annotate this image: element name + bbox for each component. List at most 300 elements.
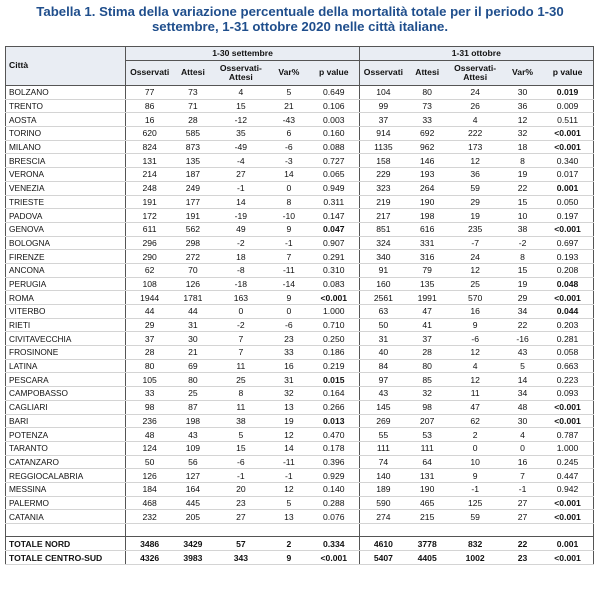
cell-oct-var: 12 — [503, 113, 542, 127]
cell-sep-pvalue: 0.047 — [309, 222, 359, 236]
cell-sep-osservati: 172 — [126, 209, 173, 223]
cell-sep-osservati: 124 — [126, 441, 173, 455]
table-row — [6, 127, 594, 141]
cell-city: TOTALE NORD — [6, 537, 126, 551]
cell-sep-osservati: 191 — [126, 195, 173, 209]
table-row — [6, 482, 594, 496]
cell-sep-var: -6 — [269, 318, 309, 332]
cell-sep-pvalue: 0.710 — [309, 318, 359, 332]
table-row — [6, 428, 594, 442]
cell-sep-osservati: 611 — [126, 222, 173, 236]
header-city: Città — [6, 47, 126, 86]
cell-sep-osservati: 3486 — [126, 537, 173, 551]
cell-oct-pvalue: <0.001 — [542, 496, 593, 510]
cell-oct-pvalue: 0.001 — [542, 537, 593, 551]
cell-sep-pvalue: 0.396 — [309, 455, 359, 469]
cell-oct-osservati: 37 — [359, 113, 407, 127]
cell-oct-attesi: 73 — [407, 99, 447, 113]
header-col-var: Var% — [503, 61, 542, 86]
cell-sep-oss-attesi: -1 — [213, 469, 269, 483]
cell-sep-var: -1 — [269, 236, 309, 250]
cell-sep-osservati: 236 — [126, 414, 173, 428]
cell-oct-attesi: 146 — [407, 154, 447, 168]
cell-oct-var: 38 — [503, 222, 542, 236]
cell-sep-attesi: 28 — [173, 113, 213, 127]
cell-oct-attesi: 692 — [407, 127, 447, 141]
cell-sep-pvalue: <0.001 — [309, 291, 359, 305]
table-row — [6, 154, 594, 168]
cell-sep-oss-attesi: 7 — [213, 346, 269, 360]
cell-oct-var: 32 — [503, 127, 542, 141]
table-row — [6, 140, 594, 154]
table-row — [6, 373, 594, 387]
cell-sep-oss-attesi: -49 — [213, 140, 269, 154]
table-row — [6, 222, 594, 236]
cell-sep-attesi: 298 — [173, 236, 213, 250]
cell-oct-var: 5 — [503, 359, 542, 373]
mortality-table — [5, 46, 594, 565]
table-row — [6, 510, 594, 524]
cell-sep-var: -3 — [269, 154, 309, 168]
cell-oct-attesi: 215 — [407, 510, 447, 524]
cell-oct-attesi: 190 — [407, 482, 447, 496]
cell-sep-osservati: 468 — [126, 496, 173, 510]
table-row — [6, 250, 594, 264]
cell-oct-pvalue: 0.511 — [542, 113, 593, 127]
header-col-var: Var% — [269, 61, 309, 86]
cell-sep-attesi: 164 — [173, 482, 213, 496]
cell-sep-attesi: 873 — [173, 140, 213, 154]
cell-sep-var: 9 — [269, 551, 309, 565]
title-line-2: settembre, 1-31 ottobre 2020 nelle città italiane. — [151, 19, 449, 34]
cell-sep-var: 31 — [269, 373, 309, 387]
cell-sep-attesi: 3983 — [173, 551, 213, 565]
cell-sep-oss-attesi: 15 — [213, 441, 269, 455]
cell-oct-oss-attesi: 26 — [447, 99, 503, 113]
cell-city: FROSINONE — [6, 346, 126, 360]
cell-oct-pvalue: 0.048 — [542, 277, 593, 291]
cell-sep-var: -43 — [269, 113, 309, 127]
cell-sep-attesi: 127 — [173, 469, 213, 483]
cell-oct-attesi: 3778 — [407, 537, 447, 551]
cell-oct-osservati: 91 — [359, 263, 407, 277]
cell-sep-pvalue: 0.288 — [309, 496, 359, 510]
cell-sep-pvalue: 0.334 — [309, 537, 359, 551]
cell-oct-attesi: 207 — [407, 414, 447, 428]
cell-sep-attesi: 205 — [173, 510, 213, 524]
cell-oct-pvalue: 0.942 — [542, 482, 593, 496]
cell-sep-pvalue: 0.088 — [309, 140, 359, 154]
table-row — [6, 318, 594, 332]
cell-oct-pvalue: 0.203 — [542, 318, 593, 332]
cell-sep-oss-attesi: 23 — [213, 496, 269, 510]
cell-oct-attesi: 32 — [407, 387, 447, 401]
cell-sep-osservati: 824 — [126, 140, 173, 154]
spacer-row — [6, 524, 594, 537]
cell-sep-pvalue: 1.000 — [309, 305, 359, 319]
cell-oct-pvalue: 0.208 — [542, 263, 593, 277]
cell-oct-var: 18 — [503, 140, 542, 154]
cell-oct-pvalue: 0.245 — [542, 455, 593, 469]
cell-sep-attesi: 585 — [173, 127, 213, 141]
cell-oct-oss-attesi: 4 — [447, 359, 503, 373]
cell-sep-var: 23 — [269, 332, 309, 346]
cell-sep-attesi: 135 — [173, 154, 213, 168]
cell-sep-var: 33 — [269, 346, 309, 360]
cell-oct-oss-attesi: 173 — [447, 140, 503, 154]
cell-oct-osservati: 4610 — [359, 537, 407, 551]
cell-oct-osservati: 274 — [359, 510, 407, 524]
cell-oct-var: 34 — [503, 305, 542, 319]
table-row — [6, 332, 594, 346]
cell-sep-oss-attesi: 57 — [213, 537, 269, 551]
cell-sep-oss-attesi: 35 — [213, 127, 269, 141]
cell-oct-osservati: 40 — [359, 346, 407, 360]
cell-sep-pvalue: 0.727 — [309, 154, 359, 168]
cell-sep-oss-attesi: -1 — [213, 181, 269, 195]
cell-oct-osservati: 140 — [359, 469, 407, 483]
cell-city: PALERMO — [6, 496, 126, 510]
cell-oct-oss-attesi: 29 — [447, 195, 503, 209]
cell-sep-var: 8 — [269, 195, 309, 209]
cell-sep-attesi: 272 — [173, 250, 213, 264]
cell-sep-pvalue: 0.949 — [309, 181, 359, 195]
cell-sep-pvalue: 0.907 — [309, 236, 359, 250]
cell-oct-var: 27 — [503, 510, 542, 524]
cell-oct-osservati: 851 — [359, 222, 407, 236]
title-line-1: Tabella 1. Stima della variazione percentuale della mortalità totale per il periodo 1-30 — [36, 4, 564, 19]
cell-oct-oss-attesi: -1 — [447, 482, 503, 496]
table-row — [6, 291, 594, 305]
cell-sep-attesi: 249 — [173, 181, 213, 195]
cell-sep-var: 13 — [269, 400, 309, 414]
table-row — [6, 113, 594, 127]
cell-oct-var: 22 — [503, 537, 542, 551]
cell-sep-var: 14 — [269, 441, 309, 455]
cell-oct-var: 43 — [503, 346, 542, 360]
cell-city: TOTALE CENTRO-SUD — [6, 551, 126, 565]
cell-city: FIRENZE — [6, 250, 126, 264]
cell-sep-oss-attesi: 11 — [213, 400, 269, 414]
cell-oct-oss-attesi: 25 — [447, 277, 503, 291]
cell-oct-osservati: 55 — [359, 428, 407, 442]
cell-sep-attesi: 87 — [173, 400, 213, 414]
cell-sep-oss-attesi: 163 — [213, 291, 269, 305]
table-row — [6, 359, 594, 373]
table-row — [6, 455, 594, 469]
cell-oct-osservati: 43 — [359, 387, 407, 401]
table-row — [6, 441, 594, 455]
cell-sep-pvalue: 0.164 — [309, 387, 359, 401]
cell-city: CATANIA — [6, 510, 126, 524]
cell-oct-oss-attesi: 59 — [447, 510, 503, 524]
header-col-attesi: Attesi — [173, 61, 213, 86]
cell-city: BOLZANO — [6, 86, 126, 100]
cell-oct-attesi: 190 — [407, 195, 447, 209]
cell-city: TARANTO — [6, 441, 126, 455]
cell-oct-attesi: 98 — [407, 400, 447, 414]
cell-oct-var: 48 — [503, 400, 542, 414]
cell-oct-osservati: 158 — [359, 154, 407, 168]
header-col-pvalue: p value — [542, 61, 593, 86]
cell-sep-oss-attesi: 0 — [213, 305, 269, 319]
cell-city: CAGLIARI — [6, 400, 126, 414]
cell-sep-pvalue: 0.083 — [309, 277, 359, 291]
cell-sep-oss-attesi: 11 — [213, 359, 269, 373]
cell-sep-var: 9 — [269, 222, 309, 236]
cell-oct-osservati: 2561 — [359, 291, 407, 305]
cell-city: TORINO — [6, 127, 126, 141]
cell-oct-var: 27 — [503, 496, 542, 510]
cell-sep-oss-attesi: 343 — [213, 551, 269, 565]
cell-sep-var: 0 — [269, 305, 309, 319]
cell-oct-osservati: 145 — [359, 400, 407, 414]
cell-oct-oss-attesi: -6 — [447, 332, 503, 346]
table-row — [6, 346, 594, 360]
cell-sep-attesi: 445 — [173, 496, 213, 510]
cell-oct-oss-attesi: 832 — [447, 537, 503, 551]
header-col-osservati: Osservati — [126, 61, 173, 86]
cell-oct-pvalue: 0.017 — [542, 168, 593, 182]
cell-sep-osservati: 62 — [126, 263, 173, 277]
cell-oct-oss-attesi: 12 — [447, 346, 503, 360]
cell-sep-oss-attesi: -4 — [213, 154, 269, 168]
cell-sep-osservati: 126 — [126, 469, 173, 483]
cell-sep-osservati: 214 — [126, 168, 173, 182]
cell-sep-pvalue: 0.013 — [309, 414, 359, 428]
cell-oct-oss-attesi: 10 — [447, 455, 503, 469]
cell-oct-oss-attesi: -7 — [447, 236, 503, 250]
cell-sep-osservati: 296 — [126, 236, 173, 250]
cell-oct-osservati: 84 — [359, 359, 407, 373]
cell-oct-pvalue: <0.001 — [542, 414, 593, 428]
table-row — [6, 99, 594, 113]
cell-oct-var: 7 — [503, 469, 542, 483]
cell-sep-pvalue: 0.106 — [309, 99, 359, 113]
cell-sep-pvalue: 0.649 — [309, 86, 359, 100]
cell-oct-oss-attesi: 47 — [447, 400, 503, 414]
cell-oct-attesi: 47 — [407, 305, 447, 319]
cell-oct-var: 8 — [503, 250, 542, 264]
cell-oct-attesi: 80 — [407, 359, 447, 373]
cell-oct-oss-attesi: 16 — [447, 305, 503, 319]
cell-oct-osservati: 104 — [359, 86, 407, 100]
cell-oct-pvalue: 0.193 — [542, 250, 593, 264]
cell-oct-oss-attesi: 24 — [447, 86, 503, 100]
cell-sep-osservati: 131 — [126, 154, 173, 168]
cell-sep-attesi: 191 — [173, 209, 213, 223]
cell-sep-attesi: 21 — [173, 346, 213, 360]
cell-sep-var: 6 — [269, 127, 309, 141]
cell-oct-var: 34 — [503, 387, 542, 401]
cell-oct-oss-attesi: 9 — [447, 318, 503, 332]
cell-oct-osservati: 1135 — [359, 140, 407, 154]
cell-sep-attesi: 3429 — [173, 537, 213, 551]
cell-sep-var: 7 — [269, 250, 309, 264]
cell-oct-pvalue: <0.001 — [542, 291, 593, 305]
cell-sep-attesi: 187 — [173, 168, 213, 182]
header-col-oss-attesi: Osservati-Attesi — [213, 61, 269, 86]
cell-oct-osservati: 97 — [359, 373, 407, 387]
header-col-osservati: Osservati — [359, 61, 407, 86]
cell-oct-osservati: 111 — [359, 441, 407, 455]
cell-oct-var: 16 — [503, 455, 542, 469]
cell-sep-oss-attesi: 15 — [213, 99, 269, 113]
cell-sep-attesi: 126 — [173, 277, 213, 291]
cell-sep-var: 2 — [269, 537, 309, 551]
cell-city: PERUGIA — [6, 277, 126, 291]
cell-sep-pvalue: 0.929 — [309, 469, 359, 483]
cell-oct-oss-attesi: 2 — [447, 428, 503, 442]
cell-sep-oss-attesi: -6 — [213, 455, 269, 469]
cell-oct-osservati: 74 — [359, 455, 407, 469]
cell-sep-var: -10 — [269, 209, 309, 223]
table-row — [6, 168, 594, 182]
cell-oct-oss-attesi: 12 — [447, 154, 503, 168]
cell-oct-var: 30 — [503, 86, 542, 100]
cell-sep-attesi: 71 — [173, 99, 213, 113]
cell-oct-var: 15 — [503, 195, 542, 209]
cell-sep-oss-attesi: -18 — [213, 277, 269, 291]
cell-oct-pvalue: <0.001 — [542, 222, 593, 236]
cell-sep-oss-attesi: 14 — [213, 195, 269, 209]
cell-oct-pvalue: 0.697 — [542, 236, 593, 250]
cell-sep-osservati: 184 — [126, 482, 173, 496]
cell-city: ROMA — [6, 291, 126, 305]
cell-sep-attesi: 43 — [173, 428, 213, 442]
cell-sep-var: 13 — [269, 510, 309, 524]
cell-oct-oss-attesi: 1002 — [447, 551, 503, 565]
cell-sep-pvalue: 0.003 — [309, 113, 359, 127]
cell-sep-var: 12 — [269, 428, 309, 442]
cell-oct-pvalue: 0.093 — [542, 387, 593, 401]
cell-sep-oss-attesi: 5 — [213, 428, 269, 442]
cell-sep-var: -11 — [269, 455, 309, 469]
cell-sep-osservati: 48 — [126, 428, 173, 442]
cell-oct-osservati: 340 — [359, 250, 407, 264]
cell-sep-oss-attesi: -19 — [213, 209, 269, 223]
cell-oct-var: 15 — [503, 263, 542, 277]
cell-sep-oss-attesi: 38 — [213, 414, 269, 428]
cell-sep-var: -6 — [269, 140, 309, 154]
cell-oct-oss-attesi: 11 — [447, 387, 503, 401]
cell-oct-attesi: 37 — [407, 332, 447, 346]
cell-oct-pvalue: 0.001 — [542, 181, 593, 195]
header-period-october: 1-31 ottobre — [359, 47, 593, 61]
cell-oct-attesi: 80 — [407, 86, 447, 100]
cell-oct-oss-attesi: 570 — [447, 291, 503, 305]
cell-oct-pvalue: 0.044 — [542, 305, 593, 319]
cell-sep-oss-attesi: 4 — [213, 86, 269, 100]
cell-oct-pvalue: 0.197 — [542, 209, 593, 223]
cell-sep-osservati: 105 — [126, 373, 173, 387]
cell-city: CIVITAVECCHIA — [6, 332, 126, 346]
cell-sep-var: 19 — [269, 414, 309, 428]
cell-oct-pvalue: 0.281 — [542, 332, 593, 346]
cell-oct-oss-attesi: 0 — [447, 441, 503, 455]
cell-city: CATANZARO — [6, 455, 126, 469]
cell-oct-var: -1 — [503, 482, 542, 496]
cell-oct-var: 4 — [503, 428, 542, 442]
cell-oct-pvalue: <0.001 — [542, 127, 593, 141]
cell-sep-attesi: 562 — [173, 222, 213, 236]
cell-oct-osservati: 219 — [359, 195, 407, 209]
cell-sep-attesi: 31 — [173, 318, 213, 332]
cell-city: PESCARA — [6, 373, 126, 387]
cell-oct-osservati: 229 — [359, 168, 407, 182]
cell-oct-var: 19 — [503, 277, 542, 291]
cell-oct-pvalue: <0.001 — [542, 551, 593, 565]
cell-sep-oss-attesi: 7 — [213, 332, 269, 346]
total-row — [6, 537, 594, 551]
cell-oct-attesi: 33 — [407, 113, 447, 127]
cell-sep-pvalue: 0.219 — [309, 359, 359, 373]
cell-sep-attesi: 44 — [173, 305, 213, 319]
cell-oct-pvalue: 0.223 — [542, 373, 593, 387]
cell-oct-pvalue: 1.000 — [542, 441, 593, 455]
cell-city: POTENZA — [6, 428, 126, 442]
header-col-pvalue: p value — [309, 61, 359, 86]
cell-oct-pvalue: 0.447 — [542, 469, 593, 483]
cell-sep-osservati: 44 — [126, 305, 173, 319]
cell-sep-oss-attesi: 25 — [213, 373, 269, 387]
cell-oct-osservati: 590 — [359, 496, 407, 510]
header-col-oss-attesi: Osservati-Attesi — [447, 61, 503, 86]
cell-sep-osservati: 77 — [126, 86, 173, 100]
cell-sep-pvalue: <0.001 — [309, 551, 359, 565]
table-row — [6, 414, 594, 428]
cell-oct-attesi: 28 — [407, 346, 447, 360]
cell-sep-pvalue: 0.250 — [309, 332, 359, 346]
cell-oct-osservati: 323 — [359, 181, 407, 195]
cell-oct-attesi: 465 — [407, 496, 447, 510]
cell-city: BRESCIA — [6, 154, 126, 168]
cell-sep-osservati: 290 — [126, 250, 173, 264]
table-row — [6, 469, 594, 483]
cell-sep-osservati: 50 — [126, 455, 173, 469]
cell-city: REGGIOCALABRIA — [6, 469, 126, 483]
cell-sep-oss-attesi: 18 — [213, 250, 269, 264]
header-row-periods — [6, 47, 594, 61]
header-col-attesi: Attesi — [407, 61, 447, 86]
table-row — [6, 86, 594, 100]
cell-sep-oss-attesi: 8 — [213, 387, 269, 401]
cell-oct-oss-attesi: 19 — [447, 209, 503, 223]
cell-oct-oss-attesi: 24 — [447, 250, 503, 264]
cell-oct-osservati: 914 — [359, 127, 407, 141]
cell-sep-var: 5 — [269, 86, 309, 100]
cell-oct-var: 10 — [503, 209, 542, 223]
cell-oct-var: -2 — [503, 236, 542, 250]
cell-oct-pvalue: 0.058 — [542, 346, 593, 360]
cell-oct-pvalue: 0.787 — [542, 428, 593, 442]
table-row — [6, 400, 594, 414]
cell-sep-oss-attesi: -12 — [213, 113, 269, 127]
cell-oct-var: 0 — [503, 441, 542, 455]
cell-city: PADOVA — [6, 209, 126, 223]
cell-oct-var: -16 — [503, 332, 542, 346]
cell-sep-oss-attesi: 27 — [213, 510, 269, 524]
cell-oct-oss-attesi: 222 — [447, 127, 503, 141]
table-row — [6, 209, 594, 223]
table-row — [6, 496, 594, 510]
cell-city: CAMPOBASSO — [6, 387, 126, 401]
table-body — [6, 86, 594, 565]
cell-oct-attesi: 316 — [407, 250, 447, 264]
cell-sep-pvalue: 0.291 — [309, 250, 359, 264]
table-row — [6, 195, 594, 209]
cell-oct-attesi: 1991 — [407, 291, 447, 305]
